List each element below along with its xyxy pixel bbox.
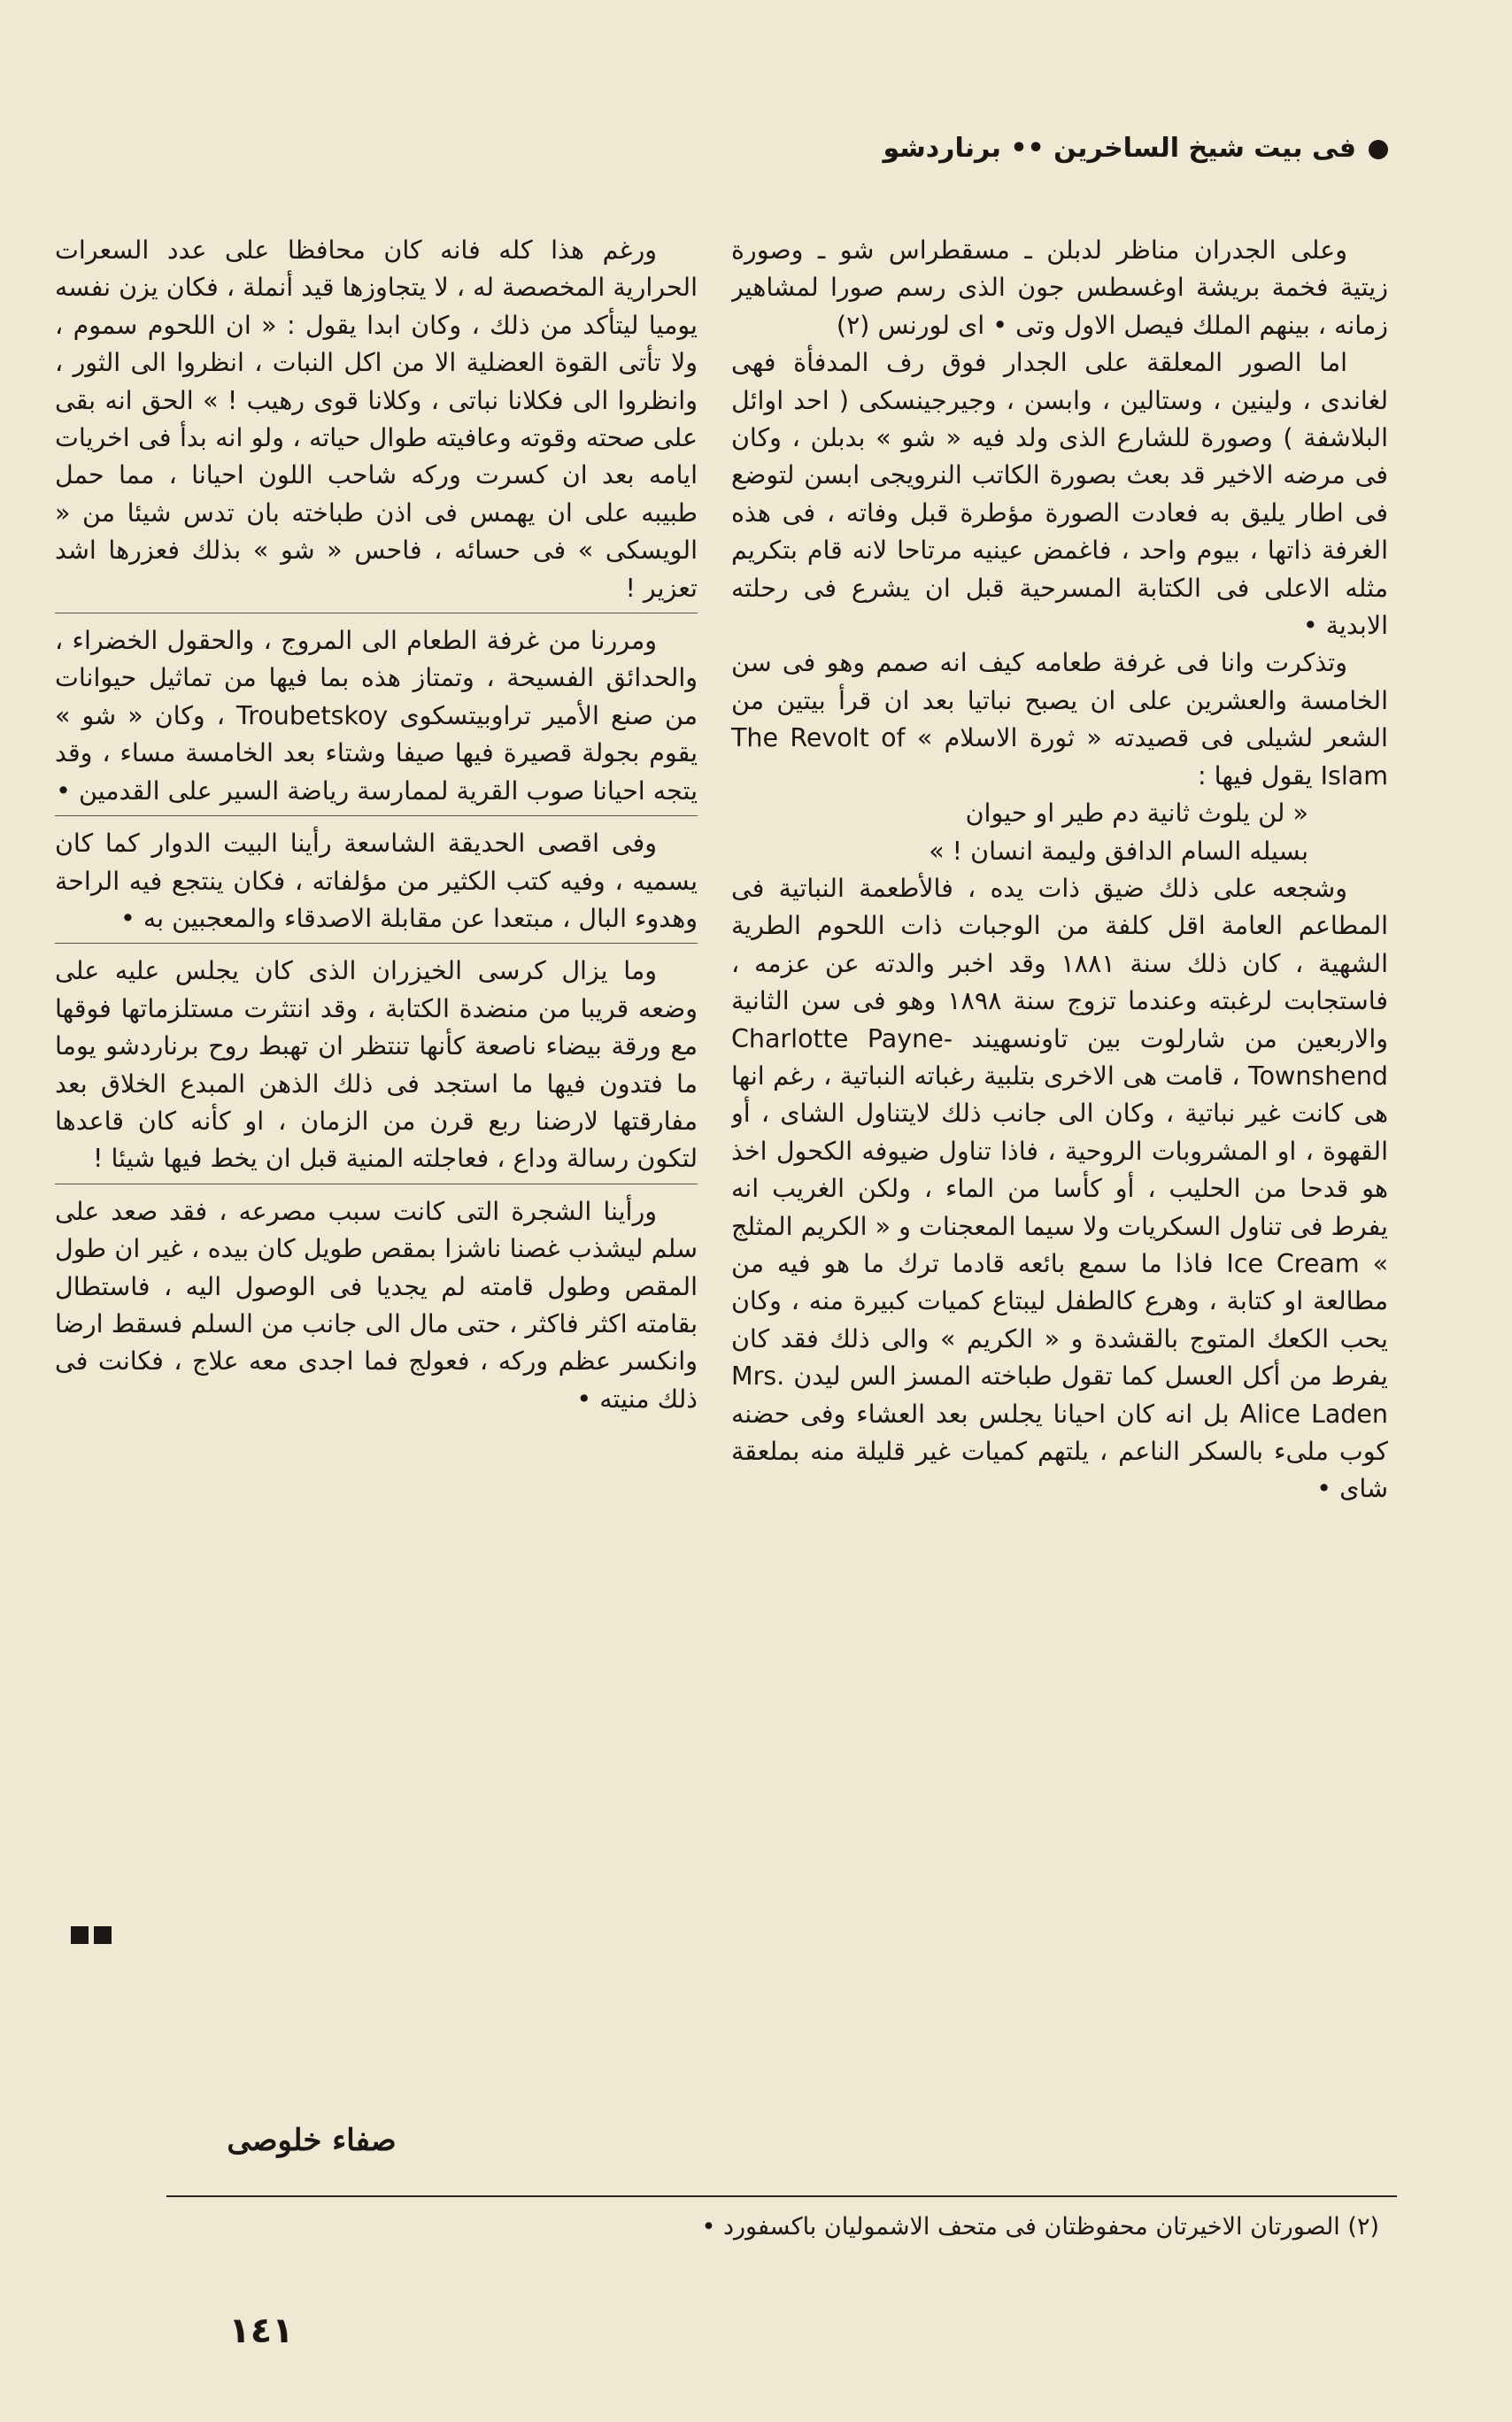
footnote: (٢) الصورتان الاخيرتان محفوظتان فى متحف الاشموليان باكسفورد • (701, 2213, 1379, 2241)
right-column (731, 232, 1388, 2171)
page-number: ١٤١ (228, 2310, 294, 2351)
paragraph: وعلى الجدران مناظر لدبلن ـ مسقطراس شو ـ وصورة زيتية فخمة بريشة اوغسطس جون الذى رسم صورا لمشاهير زمانه ، بينهم الملك فيصل الاول وتى • اى لورنس (٢) (731, 235, 1388, 340)
footnote-divider (166, 2195, 1397, 2197)
author-signature: صفاء خلوصى (227, 2123, 397, 2158)
paragraph: اما الصور المعلقة على الجدار فوق رف المدفأة فهى لغاندى ، ولينين ، وستالين ، وابسن ، وجيرجينسكى ( احد اوائل البلاشفة ) وصورة للشارع الذى ولد فيه « شو » بدبلن ، وكان فى مرضه الاخير قد بعث بصورة الكاتب النرويجى ابسن لتوضع فى اطار يليق به فعادت الصورة مؤطرة قبل وفاته ، فى هذه الغرفة ذاتها ، بيوم واحد ، فاغمض عينيه مرتاحا لانه قام بتكريم مثله الاعلى فى الكتابة المسرحية قبل ان يشرع فى رحلته الابدية • (731, 348, 1388, 641)
paragraph: ومررنا من غرفة الطعام الى المروج ، والحقول الخضراء ، والحدائق الفسيحة ، وتمتاز هذه بما فيها من تماثيل حيوانات من صنع الأمير تراوبيتسكوى Troubetskoy ، وكان « شو » يقوم بجولة قصيرة فيها صيفا وشتاء بعد الخامسة مساء ، وقد يتجه احيانا صوب القرية لممارسة رياضة السير على القدمين • (55, 622, 698, 816)
bullet-icon (1369, 140, 1388, 159)
poem-line: « لن يلوث ثانية دم طير او حيوان (965, 798, 1308, 829)
poem-line: بسيله السام الدافق وليمة انسان ! » (929, 836, 1308, 866)
running-head-text: فى بيت شيخ الساخرين •• برناردشو (883, 133, 1356, 164)
paragraph: ورأينا الشجرة التى كانت سبب مصرعه ، فقد صعد على سلم ليشذب غصنا ناشزا بمقص طويل كان بيده ، غير ان طول المقص وطول قامته لم يجديا فى الوصول اليه ، فاستطال بقامته اكثر فاكثر ، حتى مال الى جانب من السلم فسقط ارضا وانكسر عظم وركه ، فعولج فما اجدى معه علاج ، فكانت فى ذلك منيته • (55, 1196, 698, 1414)
paragraph: وتذكرت وانا فى غرفة طعامه كيف انه صمم وهو فى سن الخامسة والعشرين على ان يصبح نباتيا بعد ان قرأ بيتين من الشعر لشيلى فى قصيدته « ثورة الاسلام » The Revolt of Islam يقول فيها : (731, 648, 1388, 791)
paragraph: ورغم هذا كله فانه كان محافظا على عدد السعرات الحرارية المخصصة له ، لا يتجاوزها قيد أنملة ، فكان يزن نفسه يوميا ليتأكد من ذلك ، وكان ابدا يقول : « ان اللحوم سموم ، ولا تأتى القوة العضلية الا من اكل النبات ، انظروا الى الثور ، وانظروا الى فكلانا نباتى ، وكلانا قوى رهيب ! » الحق انه بقى على صحته وقوته وعافيته طوال حياته ، ولو انه بدأ فى اخريات ايامه بعد ان كسرت وركه شاحب اللون احيانا ، مما حمل طبيبه على ان يهمس فى اذن طباخته بان تدس شيئا من « الويسكى » فى حسائه ، فاحس « شو » بذلك فعزرها اشد تعزير ! (55, 232, 698, 613)
paragraph: وما يزال كرسى الخيزران الذى كان يجلس عليه على وضعه قريبا من منضدة الكتابة ، وقد انتثرت مستلزماتها فوقها مع ورقة بيضاء ناصعة كأنها تنتظر ان تهبط روح برناردشو يوما ما فتدون فيها ما استجد فى ذلك الذهن المبدع الخلاق بعد مفارقتها لارضنا ربع قرن من الزمان ، او كأنه كان قاعدها لتكون رسالة وداع ، فعاجلته المنية قبل ان يخط فيها شيئا ! (55, 953, 698, 1184)
paragraph: وفى اقصى الحديقة الشاسعة رأينا البيت الدوار كما كان يسميه ، وفيه كتب الكثير من مؤلفاته ، فكان ينتجع فيه الراحة وهدوء البال ، مبتعدا عن مقابلة الاصدقاء والمعجبين به • (55, 825, 698, 944)
left-column (55, 232, 698, 2100)
paragraph: وشجعه على ذلك ضيق ذات يده ، فالأطعمة النباتية فى المطاعم العامة اقل كلفة من الوجبات ذات اللحوم الطرية الشهية ، كان ذلك سنة ١٨٨١ وقد اخبر والدته عن عزمه ، فاستجابت لرغبته وعندما تزوج سنة ١٨٩٨ وهو فى سن الثانية والاربعين من شارلوت بين تاونسهيند Charlotte Payne-Townshend ، قامت هى الاخرى بتلبية رغباته النباتية ، رغم انها هى كانت غير نباتية ، وكان الى جانب ذلك لايتناول الشاى ، أو القهوة ، او المشروبات الروحية ، فاذا تناول ضيوفه الكحول اخذ هو قدحا من الحليب ، أو كأسا من الماء ، ولكن الغريب انه يفرط فى تناول السكريات ولا سيما المعجنات و « الكريم المثلج » Ice Cream فاذا ما سمع بائعه قادما ترك ما هو فيه من مطالعة او كتابة ، وهرع كالطفل ليبتاع كميات كبيرة منه ، وكان يحب الكعك المتوج بالقشدة و « الكريم » والى ذلك فقد كان يفرط من أكل العسل كما تقول طباخته المسز الس ليدن Mrs. Alice Laden بل انه كان احيانا يجلس بعد العشاء وفى حضنه كوب ملىء بالسكر الناعم ، يلتهم كميات غير قليلة منه بملعقة شاى • (731, 873, 1388, 1504)
end-mark-icon (69, 1926, 112, 1944)
running-head (715, 133, 1388, 164)
